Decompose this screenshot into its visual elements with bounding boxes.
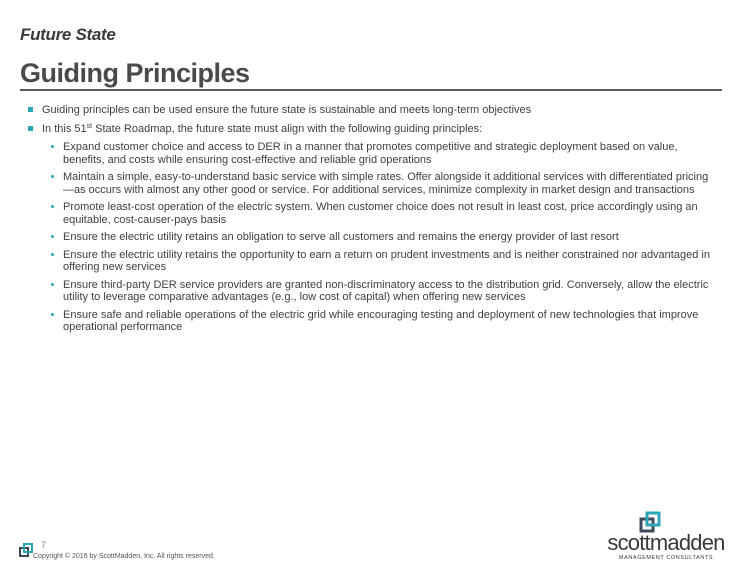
page-number: 7 <box>41 540 47 550</box>
dot-bullet-icon <box>51 235 54 238</box>
principle-text: Ensure safe and reliable operations of the electric grid while encouraging testing and deployment of new technologies that improve operational performance <box>63 308 699 333</box>
content-body <box>28 104 718 339</box>
dot-bullet-icon <box>51 253 54 256</box>
principle-item <box>28 249 718 274</box>
bullet-text-suffix: State Roadmap, the future state must align with the following guiding principles: <box>92 122 483 135</box>
principle-item <box>28 141 718 166</box>
dot-bullet-icon <box>51 283 54 286</box>
bullet-item <box>28 104 718 117</box>
square-bullet-icon <box>28 126 33 131</box>
dot-bullet-icon <box>51 205 54 208</box>
square-bullet-icon <box>28 107 33 112</box>
principle-item <box>28 309 718 334</box>
principle-text: Ensure third-party DER service providers are granted non-discriminatory access to the distribution grid. Conversely, allow the electric utility to leverage comparative advantages (e.g., low cost of capital) when offering new services <box>63 278 709 303</box>
principle-text: Maintain a simple, easy-to-understand basic service with simple rates. Offer alongside it additional services with differentiated pricing—as occurs with almost any other good or service. For additional services, minimize complexity in market design and transactions <box>63 171 709 196</box>
principle-item <box>28 231 718 244</box>
principle-item <box>28 171 718 196</box>
ordinal-suffix: st <box>86 122 93 130</box>
principle-text: Promote least-cost operation of the electric system. When customer choice does not result in least cost, price accordingly using an equitable, cost-causer-pays basis <box>63 201 698 226</box>
title-divider <box>20 89 722 91</box>
footer-logo-icon <box>19 543 33 557</box>
brand-logo <box>606 510 726 560</box>
brand-name: scottmadden <box>607 530 725 555</box>
principle-item <box>28 201 718 226</box>
copyright-text: Copyright © 2016 by ScottMadden, Inc. All rights reserved. <box>33 553 215 560</box>
section-subtitle: Future State <box>20 25 116 44</box>
principle-text: Ensure the electric utility retains an obligation to serve all customers and remains the energy provider of last resort <box>63 231 619 243</box>
brand-tagline: MANAGEMENT CONSULTANTS <box>618 555 714 561</box>
principle-item <box>28 279 718 304</box>
dot-bullet-icon <box>51 175 54 178</box>
dot-bullet-icon <box>51 145 54 148</box>
bullet-text-prefix: In this 51 <box>42 122 87 135</box>
bullet-text: Guiding principles can be used ensure the future state is sustainable and meets long-term objectives <box>42 104 532 116</box>
principle-text: Ensure the electric utility retains the opportunity to earn a return on prudent investments and is neither constrained nor advantaged in offering new services <box>63 248 710 273</box>
principle-text: Expand customer choice and access to DER in a manner that promotes competitive and strategic deployment based on value, benefits, and costs while ensuring cost-effective and reliable grid operations <box>63 141 678 166</box>
page-title: Guiding Principles <box>20 58 250 88</box>
dot-bullet-icon <box>51 313 54 316</box>
bullet-item <box>28 123 718 136</box>
